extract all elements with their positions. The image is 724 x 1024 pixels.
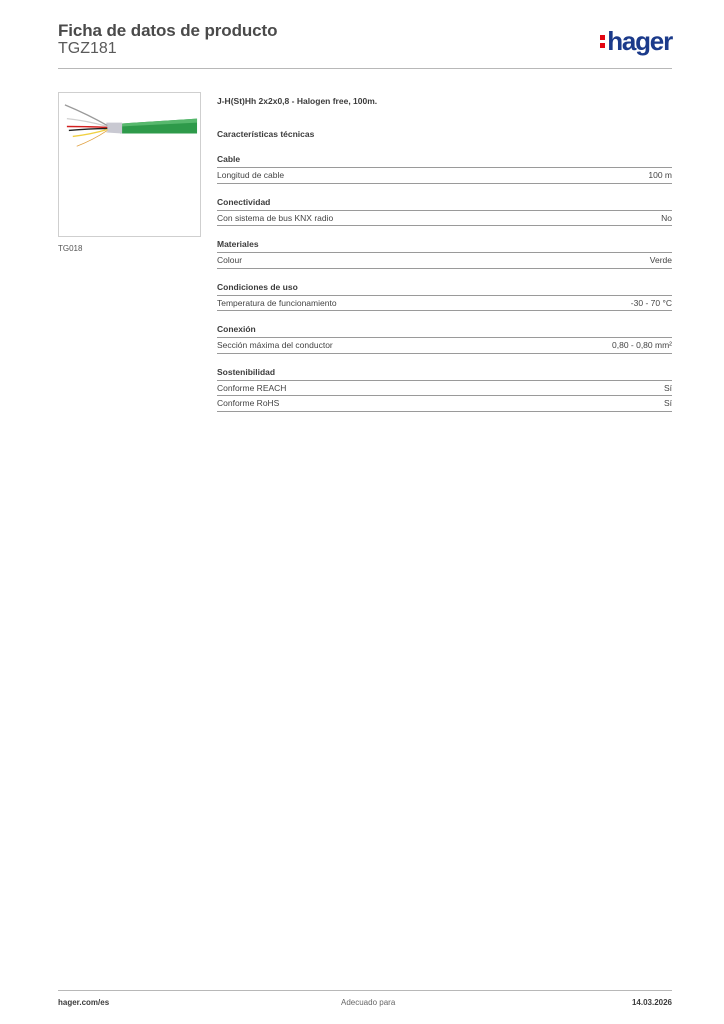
- spec-row: [217, 396, 672, 412]
- spec-row: [217, 381, 672, 397]
- spec-label: Conforme RoHS: [217, 398, 280, 408]
- spec-row: [217, 253, 672, 269]
- group-conexion: [217, 324, 672, 354]
- spec-label: Colour: [217, 255, 243, 265]
- group-title: Cable: [217, 154, 672, 168]
- spec-value: 0,80 - 0,80 mm²: [612, 340, 672, 350]
- wire-white-2: [77, 130, 108, 144]
- group-title: Condiciones de uso: [217, 282, 672, 296]
- spec-value: 100 m: [648, 170, 672, 180]
- product-image: [58, 92, 201, 237]
- page-title: Ficha de datos de producto: [58, 21, 278, 40]
- group-title: Materiales: [217, 239, 672, 253]
- spec-value: Verde: [649, 255, 672, 265]
- spec-value: Sí: [663, 382, 672, 393]
- spec-label: Sección máxima del conductor: [217, 340, 333, 350]
- group-sostenibilidad: [217, 367, 672, 412]
- spec-value: Sí: [663, 398, 672, 408]
- spec-label: Temperatura de funcionamiento: [217, 297, 337, 308]
- spec-value: -30 - 70 °C: [630, 297, 672, 308]
- group-conectividad: [217, 197, 672, 227]
- spec-label: Con sistema de bus KNX radio: [217, 212, 334, 223]
- product-details: [217, 96, 672, 412]
- group-materiales: [217, 239, 672, 269]
- image-caption: TG018: [58, 244, 83, 253]
- footer-divider: [58, 990, 672, 991]
- hager-logo: [600, 26, 672, 56]
- logo-colon-icon: [600, 31, 605, 51]
- product-description: J-H(St)Hh 2x2x0,8 - Halogen free, 100m.: [217, 96, 378, 106]
- cable-image-icon: [59, 93, 200, 236]
- group-title: Conexión: [217, 324, 672, 338]
- footer-website-link[interactable]: hager.com/es: [58, 998, 110, 1007]
- footer-note: Adecuado para: [341, 998, 396, 1007]
- wire-black: [69, 129, 107, 131]
- group-title: Conectividad: [217, 197, 672, 211]
- header-divider: [58, 68, 672, 69]
- section-title: Características técnicas: [217, 129, 315, 139]
- group-cable: [217, 154, 672, 184]
- group-condiciones-de-uso: [217, 282, 672, 312]
- spec-row: [217, 338, 672, 354]
- logo-text: hager: [607, 25, 672, 56]
- spec-row: [217, 168, 672, 184]
- spec-row: [217, 296, 672, 312]
- spec-label: Longitud de cable: [217, 170, 285, 180]
- product-code: TGZ181: [58, 40, 117, 57]
- spec-label: Conforme REACH: [217, 382, 287, 393]
- cable-shield: [106, 123, 122, 134]
- spec-value: No: [661, 212, 672, 223]
- spec-row: [217, 211, 672, 227]
- wire-grey: [65, 105, 107, 126]
- footer-date: 14.03.2026: [631, 998, 672, 1007]
- wire-red: [67, 127, 107, 128]
- group-title: Sostenibilidad: [217, 367, 672, 381]
